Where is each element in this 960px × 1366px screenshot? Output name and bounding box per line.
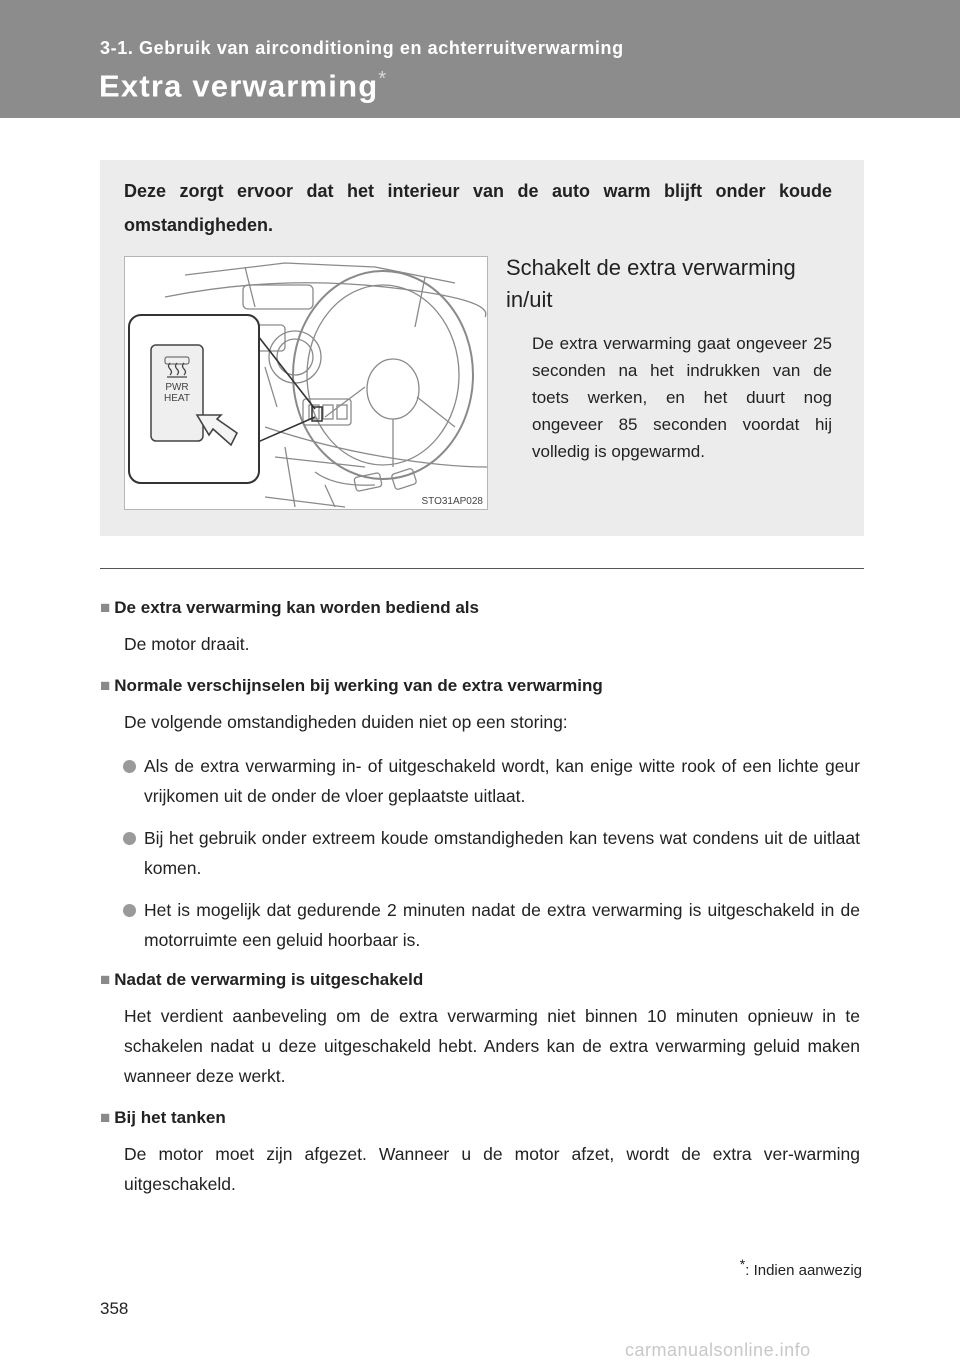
list-item <box>144 823 860 883</box>
square-bullet-icon: ■ <box>100 1108 111 1127</box>
divider <box>100 568 864 569</box>
section-text: De motor draait. <box>124 634 250 654</box>
footnote-text: : Indien aanwezig <box>745 1262 862 1279</box>
circle-bullet-icon <box>123 760 136 773</box>
square-bullet-icon: ■ <box>100 598 111 617</box>
list-item-text: Als de extra verwarming in- of uitgeschakeld wordt, kan enige witte rook of een lichte geur vrijkomen uit de onder de vloer geplaatste uitlaat. <box>144 756 860 806</box>
section-heading <box>100 595 860 621</box>
section-heading <box>100 673 860 699</box>
page-title <box>99 68 387 104</box>
dashboard-drawing <box>125 257 487 509</box>
callout-description: De extra verwarming gaat ongeveer 25 seconden na het indrukken van de toets werken, en het duurt nog ongeveer 85 seconden voordat hij volledig is opgewarmd. <box>532 334 832 461</box>
switch-label-pwr: PWR <box>165 382 189 393</box>
notes-content <box>100 595 860 1213</box>
list-item-text: Bij het gebruik onder extreem koude omstandigheden kan tevens wat condens uit de uitlaat komen. <box>144 828 860 878</box>
square-bullet-icon: ■ <box>100 676 111 695</box>
page-title-text: Extra verwarming <box>99 68 379 104</box>
section-text: De volgende omstandigheden duiden niet op een storing: <box>124 712 568 732</box>
circle-bullet-icon <box>123 832 136 845</box>
square-bullet-icon: ■ <box>100 970 111 989</box>
footnote-asterisk: * <box>739 1256 746 1272</box>
section-text: De motor moet zijn afgezet. Wanneer u de motor afzet, wordt de extra ver-warming uitgeschakeld. <box>124 1144 860 1194</box>
section-heading-text: Normale verschijnselen bij werking van de extra verwarming <box>114 676 603 695</box>
section-text: Het verdient aanbeveling om de extra verwarming niet binnen 10 minuten opnieuw in te schakelen nadat u deze uitgeschakeld hebt. Anders kan de extra verwarming geluid maken wanneer deze werkt. <box>124 1006 860 1086</box>
figure-code: STO31AP028 <box>421 496 483 507</box>
list-item <box>144 751 860 811</box>
section-heading-text: De extra verwarming kan worden bediend als <box>114 598 479 617</box>
dashboard-illustration <box>124 256 488 510</box>
page-number: 358 <box>100 1299 129 1318</box>
switch-label-heat: HEAT <box>164 393 190 404</box>
section-heading-text: Bij het tanken <box>114 1108 226 1127</box>
footnote <box>740 1256 862 1279</box>
callout-title: Schakelt de extra verwarming in/uit <box>506 255 796 312</box>
callout <box>506 252 832 465</box>
circle-bullet-icon <box>123 904 136 917</box>
chapter-header-bar <box>0 0 960 118</box>
intro-text: Deze zorgt ervoor dat het interieur van de auto warm blijft onder koude omstandigheden. <box>124 181 832 235</box>
title-asterisk: * <box>378 68 388 90</box>
list-item-text: Het is mogelijk dat gedurende 2 minuten nadat de extra verwarming is uitgeschakeld in de motorruimte een geluid hoorbaar is. <box>144 900 860 950</box>
section-heading-text: Nadat de verwarming is uitgeschakeld <box>114 970 424 989</box>
section-heading <box>100 1105 860 1131</box>
watermark-link[interactable]: carmanualsonline.info <box>625 1340 811 1360</box>
list-item <box>144 895 860 955</box>
intro-box <box>100 160 864 536</box>
section-title: 3-1. Gebruik van airconditioning en achterruitverwarming <box>100 38 624 58</box>
section-heading <box>100 967 860 993</box>
